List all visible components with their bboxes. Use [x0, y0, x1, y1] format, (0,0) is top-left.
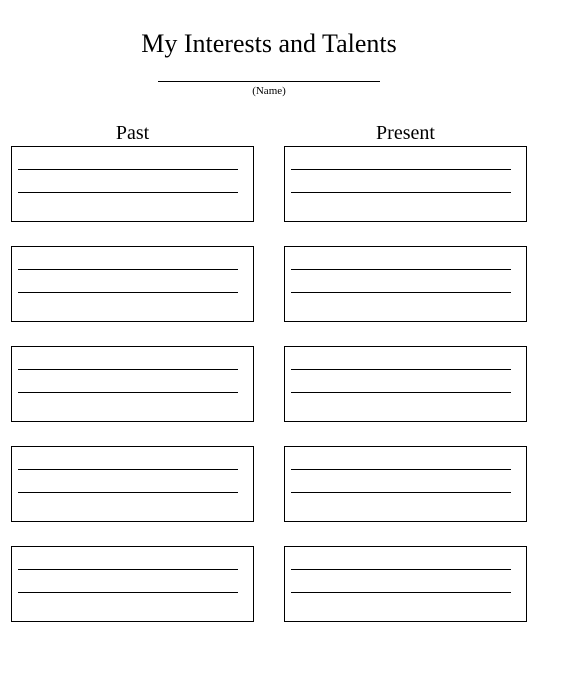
present-entry-box-1[interactable] [284, 146, 527, 222]
present-entry-box-4[interactable] [284, 446, 527, 522]
name-caption: (Name) [252, 85, 286, 97]
past-entry-box-2[interactable] [11, 246, 254, 322]
present-column-header: Present [376, 122, 435, 144]
present-entry-box-2[interactable] [284, 246, 527, 322]
present-entry-box-3[interactable] [284, 346, 527, 422]
past-entry-box-3[interactable] [11, 346, 254, 422]
write-line[interactable] [18, 392, 238, 393]
past-column-header: Past [115, 122, 150, 144]
write-line[interactable] [291, 269, 511, 270]
write-line[interactable] [291, 492, 511, 493]
past-entry-box-1[interactable] [11, 146, 254, 222]
write-line[interactable] [18, 469, 238, 470]
write-line[interactable] [18, 369, 238, 370]
present-entry-box-5[interactable] [284, 546, 527, 622]
write-line[interactable] [291, 192, 511, 193]
write-line[interactable] [291, 569, 511, 570]
write-line[interactable] [291, 369, 511, 370]
write-line[interactable] [18, 492, 238, 493]
write-line[interactable] [291, 169, 511, 170]
write-line[interactable] [18, 269, 238, 270]
write-line[interactable] [291, 469, 511, 470]
write-line[interactable] [291, 292, 511, 293]
write-line[interactable] [18, 592, 238, 593]
write-line[interactable] [18, 169, 238, 170]
name-write-line[interactable] [158, 81, 380, 82]
write-line[interactable] [291, 392, 511, 393]
past-entry-box-5[interactable] [11, 546, 254, 622]
write-line[interactable] [18, 569, 238, 570]
past-entry-box-4[interactable] [11, 446, 254, 522]
write-line[interactable] [291, 592, 511, 593]
write-line[interactable] [18, 292, 238, 293]
worksheet-title: My Interests and Talents [141, 29, 397, 58]
write-line[interactable] [18, 192, 238, 193]
